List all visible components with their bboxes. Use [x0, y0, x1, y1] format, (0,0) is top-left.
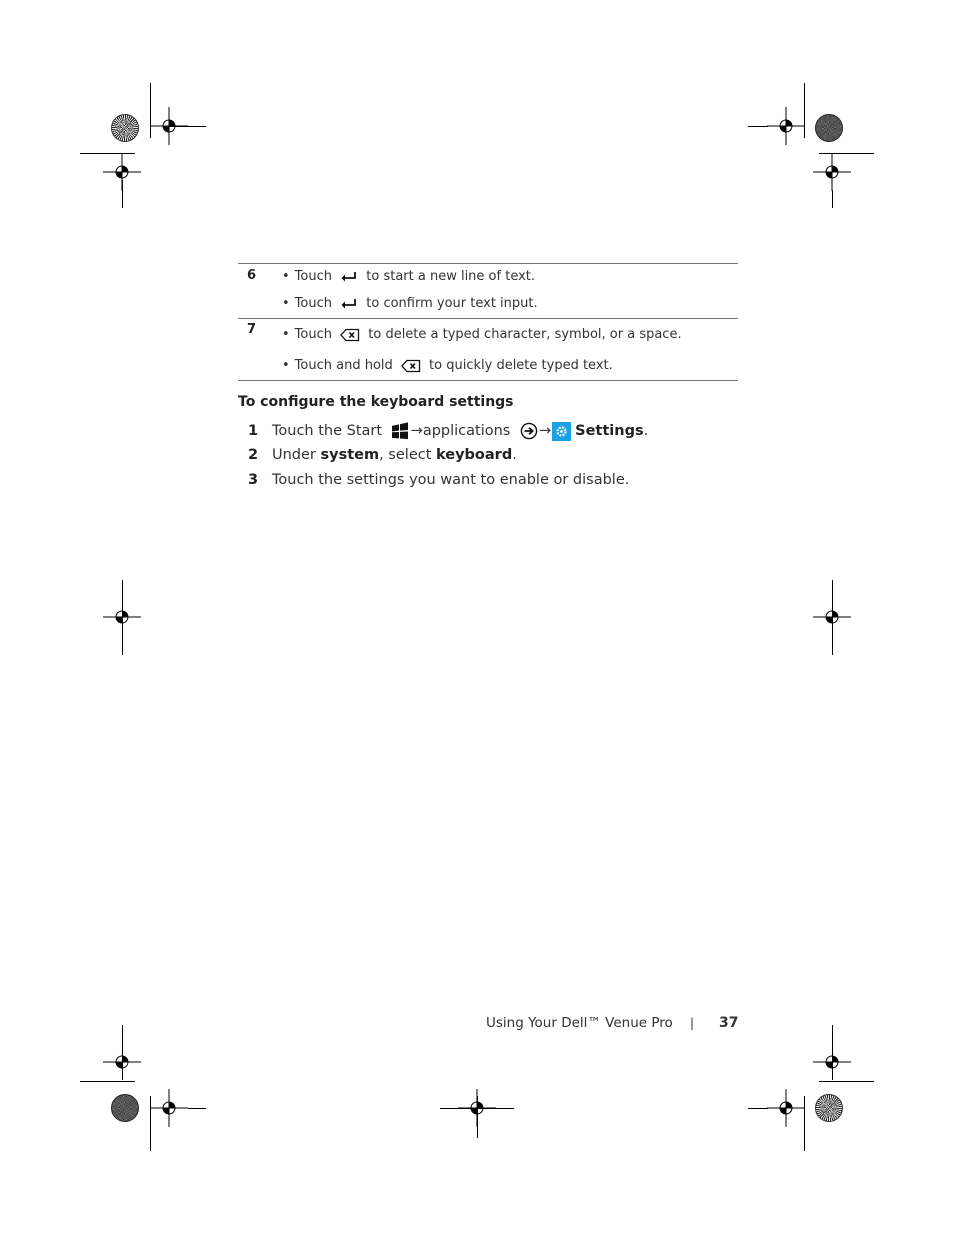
registration-mark-icon	[150, 1089, 188, 1127]
windows-start-icon	[390, 421, 410, 441]
color-wheel-icon	[815, 1094, 843, 1122]
enter-key-icon	[340, 297, 358, 311]
table-row	[238, 318, 738, 381]
enter-key-icon	[340, 270, 358, 284]
registration-mark-icon	[813, 153, 851, 191]
registration-mark-icon	[767, 107, 805, 145]
instruction-table	[238, 263, 738, 381]
step-item: 2 Under system, select keyboard.	[248, 447, 517, 463]
registration-mark-icon	[767, 1089, 805, 1127]
table-row	[238, 263, 738, 318]
arrow-right-circle-icon	[520, 422, 538, 440]
list-item: • Touch and hold to quickly delete typed text.	[282, 358, 613, 373]
backspace-key-icon	[340, 328, 360, 342]
settings-gear-icon	[552, 422, 571, 441]
color-wheel-icon	[111, 1094, 139, 1122]
registration-mark-icon	[813, 598, 851, 636]
registration-mark-icon	[103, 1043, 141, 1081]
row-number: 6	[247, 268, 257, 283]
step-item: 1 Touch the Start →applications → Settings.	[248, 423, 649, 439]
list-item: • Touch to start a new line of text.	[282, 269, 536, 284]
color-wheel-icon	[111, 114, 139, 142]
section-heading: To configure the keyboard settings	[238, 394, 514, 410]
registration-mark-icon	[813, 1043, 851, 1081]
row-number: 7	[247, 322, 257, 337]
registration-mark-icon	[103, 598, 141, 636]
step-item: 3 Touch the settings you want to enable or disable.	[248, 472, 630, 488]
backspace-key-icon	[401, 359, 421, 373]
list-item: • Touch to delete a typed character, symbol, or a space.	[282, 327, 682, 342]
page-number: 37	[719, 1015, 739, 1031]
color-wheel-icon	[815, 114, 843, 142]
list-item: • Touch to confirm your text input.	[282, 296, 538, 311]
footer-separator: |	[690, 1016, 695, 1030]
footer-title: Using Your Dell™ Venue Pro	[486, 1015, 673, 1031]
